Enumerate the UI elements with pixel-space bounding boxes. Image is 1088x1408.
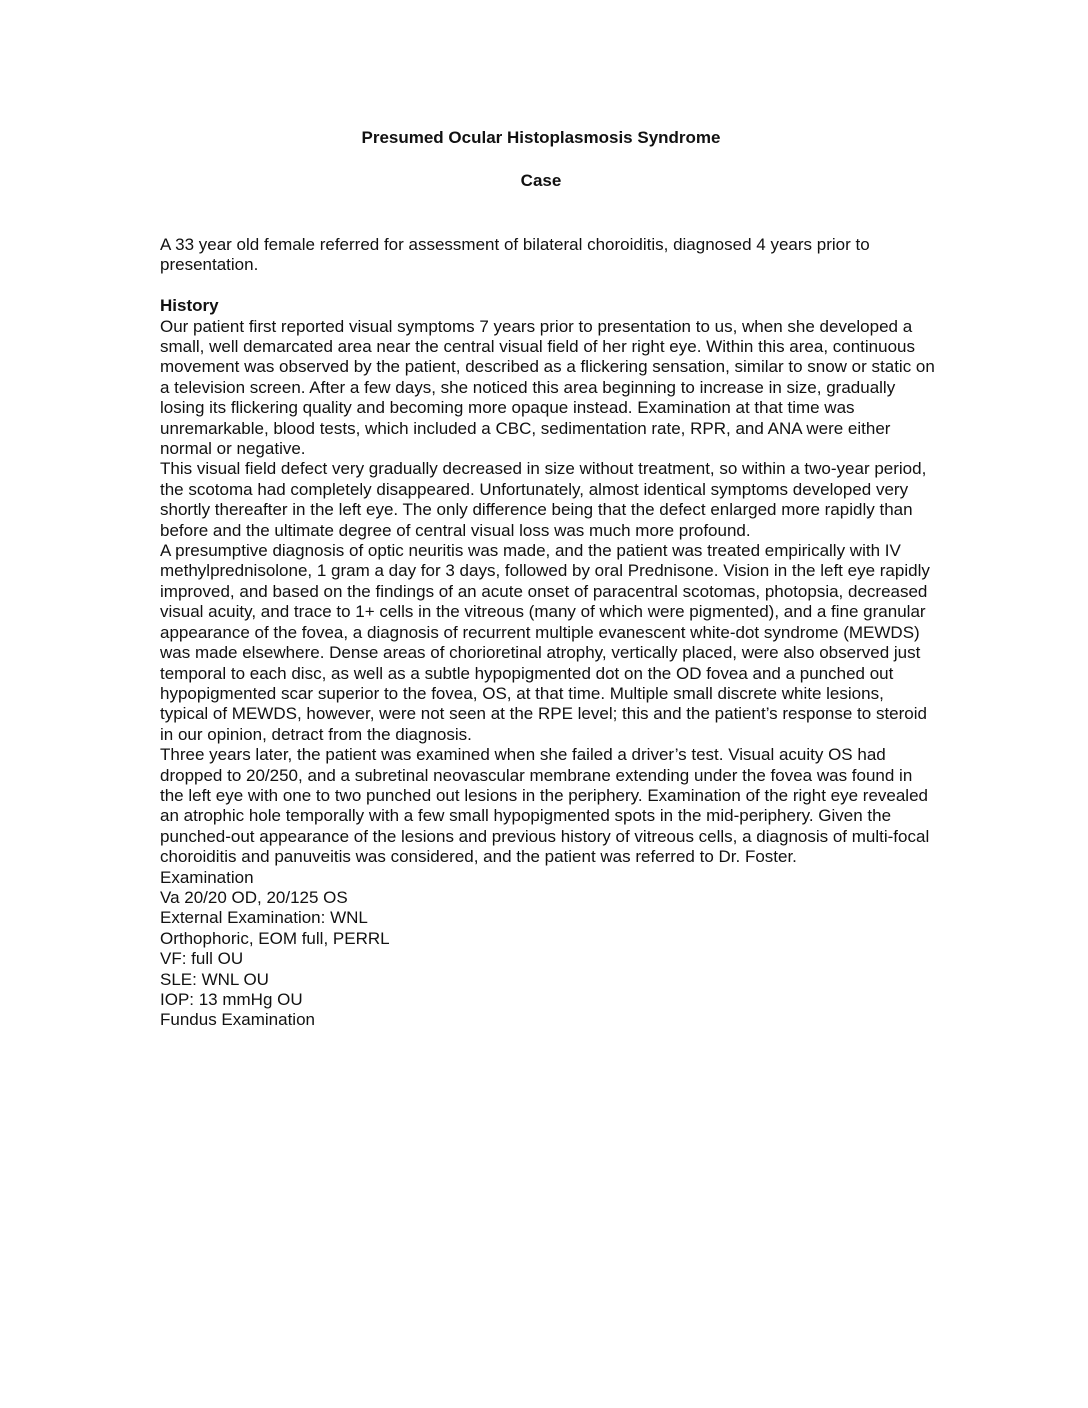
exam-line-fundus: Fundus Examination	[160, 1010, 315, 1030]
exam-line-visual-acuity: Va 20/20 OD, 20/125 OS	[160, 887, 348, 907]
exam-line-iop: IOP: 13 mmHg OU	[160, 990, 303, 1010]
history-paragraph: Three years later, the patient was examined when she failed a driver’s test. Visual acuity OS had dropped to 20/250, and a subretinal neovascular membrane extending under the fovea was found in the left eye with one to two punched out lesions in the periphery. Examination of the right eye revealed an atrophic hole temporally with a few small hypopigmented spots in the mid-periphery. Given the punched-out appearance of the lesions and previous history of vitreous cells, a diagnosis of multi-focal choroiditis and panuveitis was considered, and the patient was referred to Dr. Foster.	[160, 745, 930, 867]
history-paragraph: This visual field defect very gradually decreased in size without treatment, so within a two-year period, the scotoma had completely disappeared. Unfortunately, almost identical symptoms developed very shortly thereafter in the left eye. The only difference being that the defect enlarged more rapidly than before and the ultimate degree of central visual loss was much more profound.	[160, 459, 927, 540]
document-subtitle: Case	[520, 171, 562, 190]
exam-line-slit-lamp: SLE: WNL OU	[160, 969, 269, 989]
history-paragraph: Our patient first reported visual symptoms 7 years prior to presentation to us, when she developed a small, well demarcated area near the central visual field of her right eye. Within this area, continuous movement was observed by the patient, described as a flickering sensation, similar to snow or static on a television screen. After a few days, she noticed this area beginning to increase in size, gradually losing its flickering quality and becoming more opaque instead. Examination at that time was unremarkable, blood tests, which included a CBC, sedimentation rate, RPR, and ANA were either normal or negative.	[160, 316, 935, 459]
intro-paragraph: A 33 year old female referred for assessment of bilateral choroiditis, diagnosed 4 years prior to presentation.	[160, 235, 870, 275]
exam-heading: Examination	[160, 867, 254, 887]
history-heading: History	[160, 296, 219, 316]
exam-line-external: External Examination: WNL	[160, 908, 368, 928]
document-body	[160, 235, 936, 1031]
paragraph-spacer	[160, 276, 936, 296]
history-paragraph: A presumptive diagnosis of optic neuritis was made, and the patient was treated empirically with IV methylprednisolone, 1 gram a day for 3 days, followed by oral Prednisone. Vision in the left eye rapidly improved, and based on the findings of an acute onset of paracentral scotomas, photopsia, decreased visual acuity, and trace to 1+ cells in the vitreous (many of which were pigmented), and a fine granular appearance of the fovea, a diagnosis of recurrent multiple evanescent white-dot syndrome (MEWDS) was made elsewhere. Dense areas of chorioretinal atrophy, vertically placed, were also observed just temporal to each disc, as well as a subtle hypopigmented dot on the OD fovea and a punched out hypopigmented scar superior to the fovea, OS, at that time. Multiple small discrete white lesions, typical of MEWDS, however, were not seen at the RPE level; this and the patient’s response to steroid in our opinion, detract from the diagnosis.	[160, 541, 930, 744]
document-title: Presumed Ocular Histoplasmosis Syndrome	[361, 128, 721, 147]
exam-line-motility: Orthophoric, EOM full, PERRL	[160, 928, 390, 948]
exam-line-visual-field: VF: full OU	[160, 949, 244, 969]
